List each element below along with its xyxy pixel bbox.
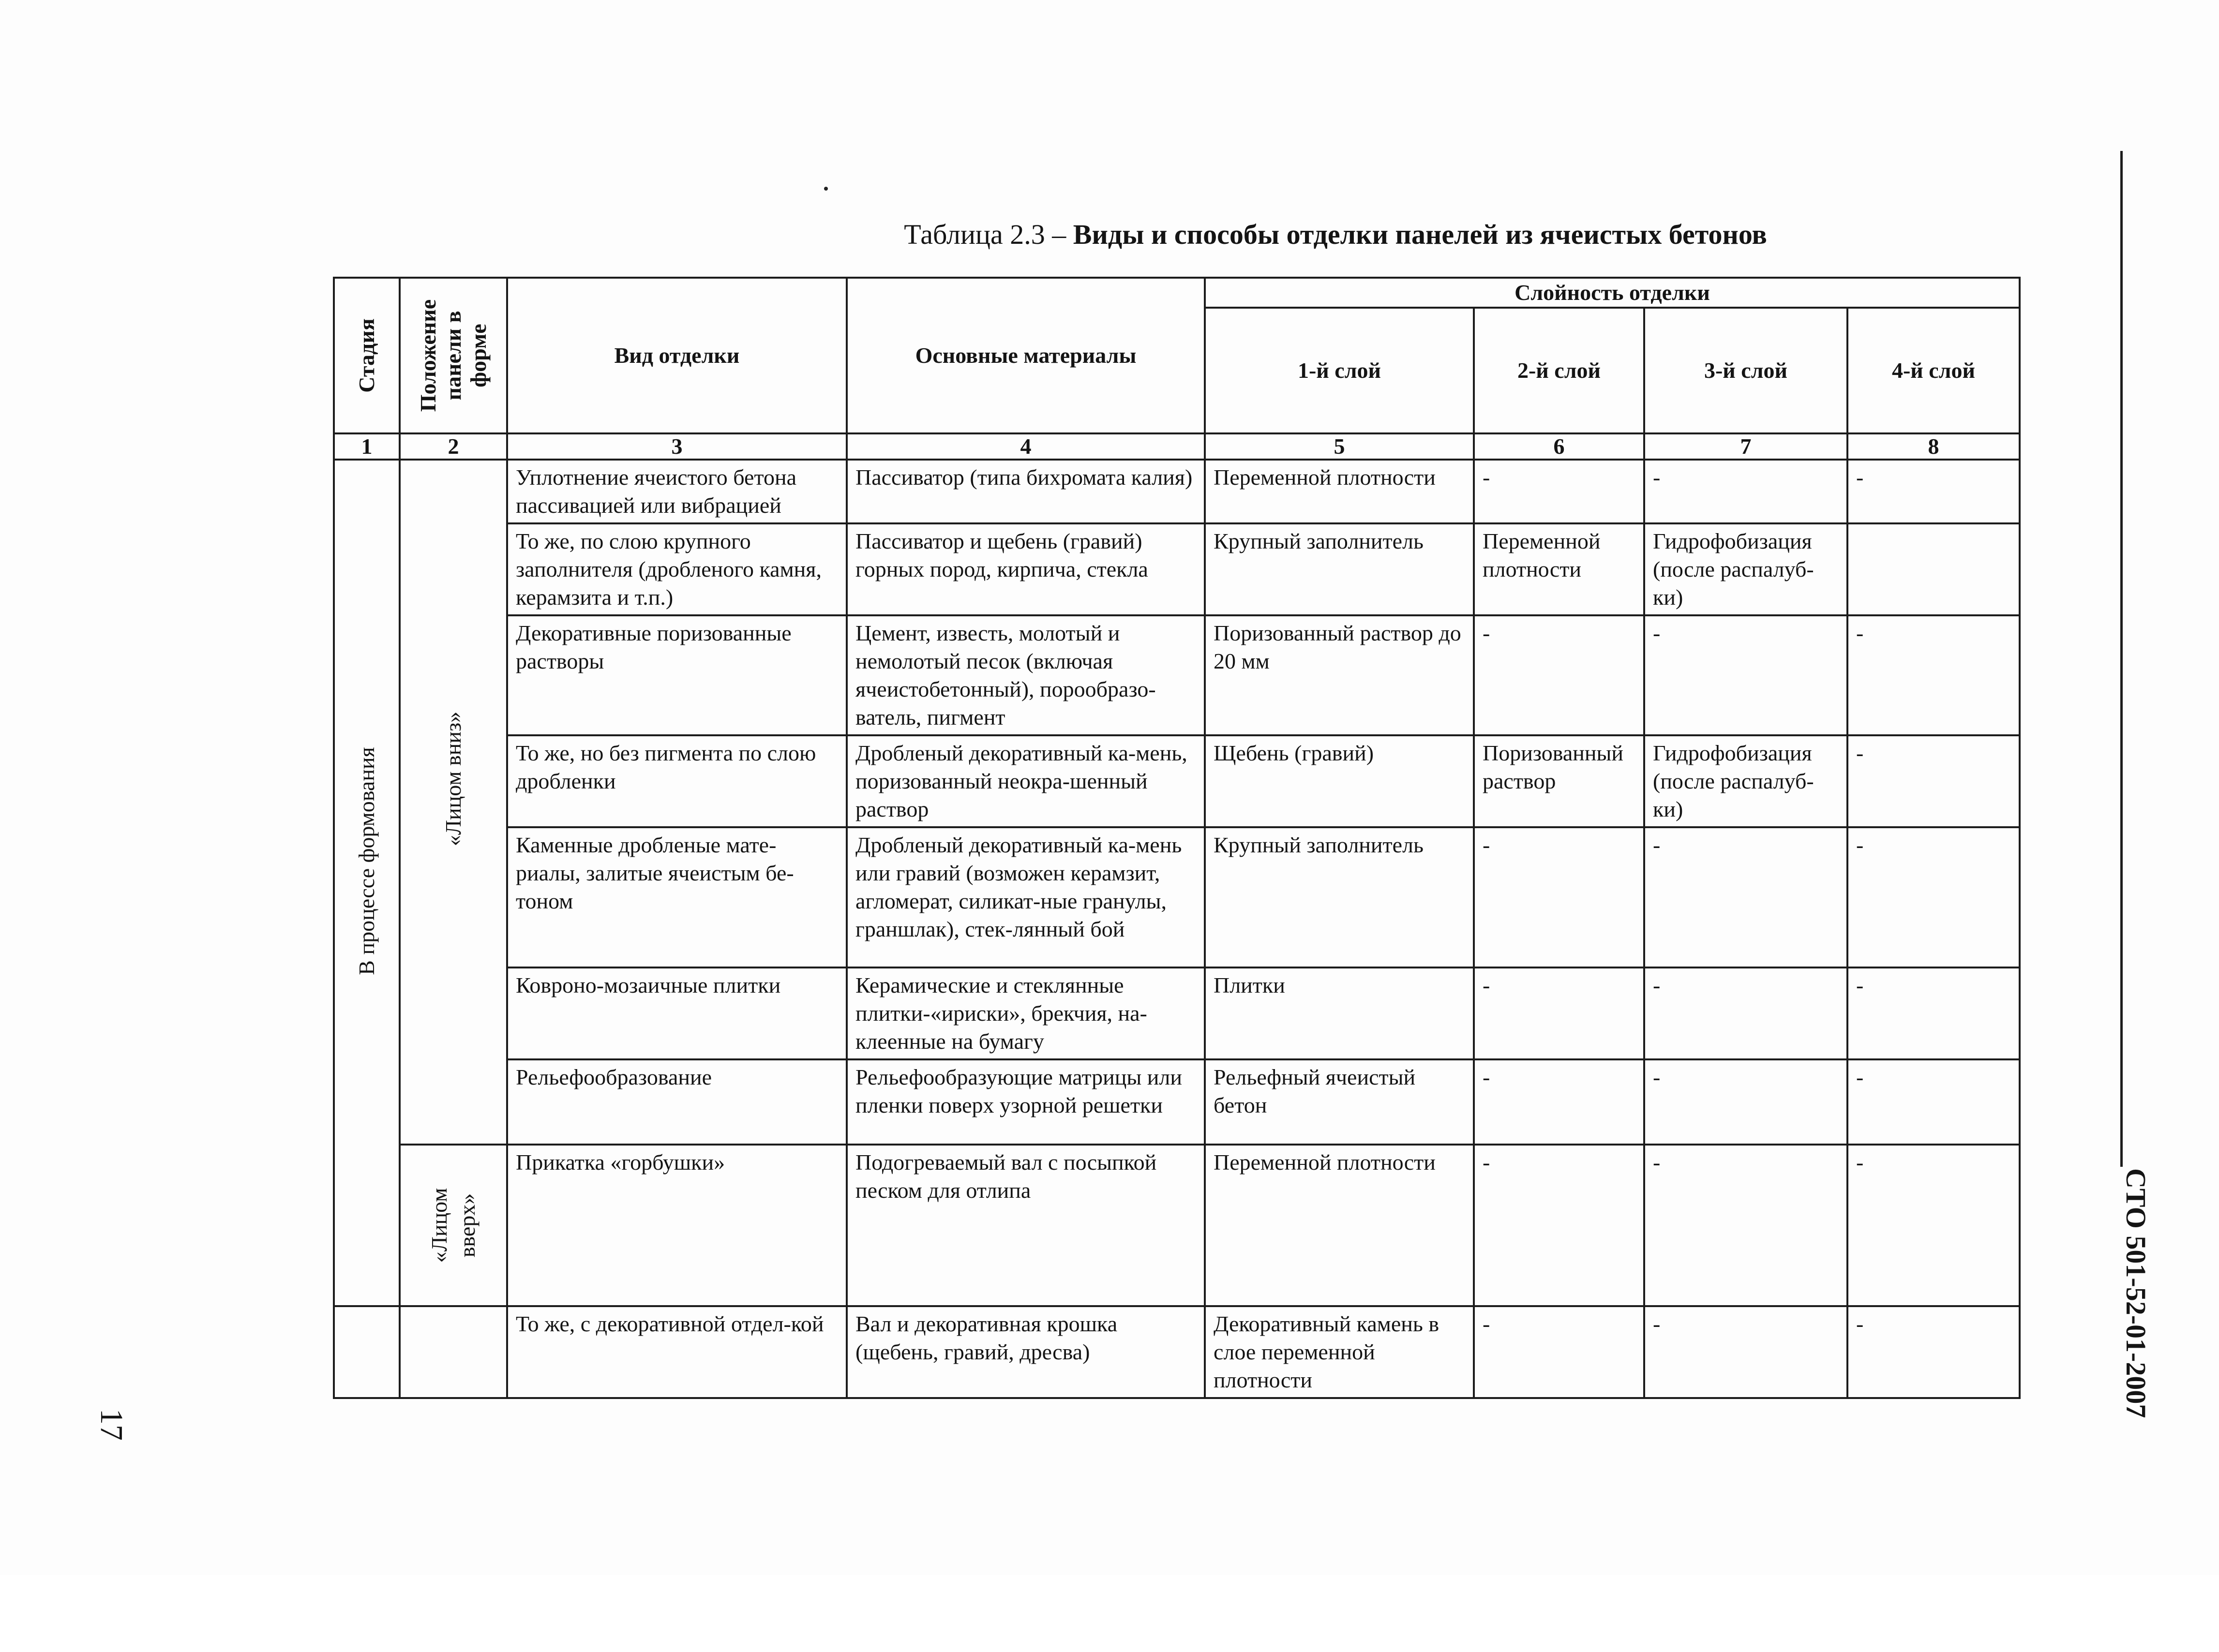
finish-cell: То же, с декоративной отдел-кой (507, 1306, 847, 1398)
layer1-cell: Поризованный раствор до 20 мм (1205, 615, 1474, 735)
header-stage (334, 278, 400, 433)
header-layer-4: 4-й слой (1847, 308, 2020, 433)
layer2-cell: Переменной плотности (1474, 523, 1644, 615)
position-up-cell (400, 1145, 507, 1306)
materials-cell: Цемент, известь, молотый и немолотый песок (включая ячеистобетонный), порообразо-ватель, пигмент (847, 615, 1205, 735)
layer3-cell: - (1644, 1145, 1847, 1306)
layer1-cell: Крупный заполнитель (1205, 523, 1474, 615)
stage-cell (334, 460, 400, 1306)
materials-cell: Пассиватор (типа бихромата калия) (847, 460, 1205, 523)
header-stage-label: Стадия (354, 318, 379, 393)
layer4-cell: - (1847, 827, 2020, 967)
column-number-row (334, 433, 2020, 460)
table-row (334, 460, 2020, 523)
layer1-cell: Крупный заполнитель (1205, 827, 1474, 967)
layer4-cell: - (1847, 615, 2020, 735)
table-row (334, 735, 2020, 827)
column-number: 5 (1205, 433, 1474, 460)
layer4-cell: - (1847, 967, 2020, 1059)
finish-cell: Декоративные поризованные растворы (507, 615, 847, 735)
finish-cell: Ковроно-мозаичные плитки (507, 967, 847, 1059)
table-row (334, 1059, 2020, 1145)
finish-cell: Прикатка «горбушки» (507, 1145, 847, 1306)
position-up-label: «Лицом вверх» (427, 1188, 480, 1263)
materials-cell: Рельефообразующие матрицы или пленки поверх узорной решетки (847, 1059, 1205, 1145)
header-layer-3: 3-й слой (1644, 308, 1847, 433)
position-down-cell (400, 460, 507, 1145)
margin-rule-line (2120, 151, 2123, 1167)
table-title-main: Виды и способы отделки панелей из ячеистых бетонов (1073, 219, 1767, 250)
scan-speck (824, 187, 828, 191)
materials-cell: Дробленый декоративный ка-мень, поризованный неокра-шенный раствор (847, 735, 1205, 827)
materials-cell: Подогреваемый вал с посыпкой песком для отлипа (847, 1145, 1205, 1306)
finishing-table-wrapper (333, 277, 2019, 1392)
layer1-cell: Декоративный камень в слое переменной плотности (1205, 1306, 1474, 1398)
finish-cell: Рельефообразование (507, 1059, 847, 1145)
empty-position-cell (400, 1306, 507, 1398)
finish-cell: То же, но без пигмента по слою дробленки (507, 735, 847, 827)
header-finish-type: Вид отделки (507, 278, 847, 433)
layer1-cell: Рельефный ячеистый бетон (1205, 1059, 1474, 1145)
column-number: 6 (1474, 433, 1644, 460)
table-row (334, 523, 2020, 615)
header-layer-2: 2-й слой (1474, 308, 1644, 433)
layer1-cell: Переменной плотности (1205, 460, 1474, 523)
layer4-cell: - (1847, 1145, 2020, 1306)
layer2-cell: - (1474, 1306, 1644, 1398)
page-number: 17 (94, 1409, 129, 1441)
layer4-cell (1847, 523, 2020, 615)
layer3-cell: - (1644, 1059, 1847, 1145)
layer2-cell: - (1474, 615, 1644, 735)
layer3-cell: Гидрофобизация (после распалуб-ки) (1644, 735, 1847, 827)
layer1-cell: Щебень (гравий) (1205, 735, 1474, 827)
layer4-cell: - (1847, 1059, 2020, 1145)
finishing-table (333, 277, 2021, 1399)
layer3-cell: - (1644, 615, 1847, 735)
stage-label: В процессе формования (354, 747, 379, 975)
position-down-label: «Лицом вниз» (441, 711, 465, 847)
table-row (334, 827, 2020, 967)
table-title (755, 218, 1916, 252)
column-number: 2 (400, 433, 507, 460)
materials-cell: Вал и декоративная крошка (щебень, гравий, дресва) (847, 1306, 1205, 1398)
header-row-1 (334, 278, 2020, 308)
column-number: 1 (334, 433, 400, 460)
layer3-cell: - (1644, 1306, 1847, 1398)
header-materials: Основные материалы (847, 278, 1205, 433)
column-number: 7 (1644, 433, 1847, 460)
layer2-cell: - (1474, 1059, 1644, 1145)
finish-cell: То же, по слою крупного заполнителя (дробленого камня, керамзита и т.п.) (507, 523, 847, 615)
column-number: 8 (1847, 433, 2020, 460)
layer3-cell: - (1644, 827, 1847, 967)
finish-cell: Уплотнение ячеистого бетона пассивацией или вибрацией (507, 460, 847, 523)
layer4-cell: - (1847, 1306, 2020, 1398)
table-row (334, 967, 2020, 1059)
materials-cell: Пассиватор и щебень (гравий) горных пород, кирпича, стекла (847, 523, 1205, 615)
materials-cell: Дробленый декоративный ка-мень или гравий (возможен керамзит, агломерат, силикат-ные гранулы, граншлак), стек-лянный бой (847, 827, 1205, 967)
layer4-cell: - (1847, 735, 2020, 827)
layer1-cell: Плитки (1205, 967, 1474, 1059)
layer2-cell: - (1474, 827, 1644, 967)
layer2-cell: - (1474, 967, 1644, 1059)
layer2-cell: Поризованный раствор (1474, 735, 1644, 827)
column-number: 3 (507, 433, 847, 460)
header-position-label: Положение панели в форме (416, 299, 491, 412)
materials-cell: Керамические и стеклянные плитки-«ириски», брекчия, на-клеенные на бумагу (847, 967, 1205, 1059)
layer3-cell: - (1644, 967, 1847, 1059)
layer2-cell: - (1474, 1145, 1644, 1306)
layer2-cell: - (1474, 460, 1644, 523)
header-layering: Слойность отделки (1205, 278, 2020, 308)
table-row (334, 1306, 2020, 1398)
layer3-cell: - (1644, 460, 1847, 523)
table-row (334, 1145, 2020, 1306)
layer3-cell: Гидрофобизация (после распалуб-ки) (1644, 523, 1847, 615)
standard-code: СТО 501-52-01-2007 (2120, 1168, 2152, 1418)
table-title-prefix: Таблица 2.3 – (904, 219, 1073, 250)
layer1-cell: Переменной плотности (1205, 1145, 1474, 1306)
table-row (334, 615, 2020, 735)
column-number: 4 (847, 433, 1205, 460)
finish-cell: Каменные дробленые мате-риалы, залитые ячеистым бе-тоном (507, 827, 847, 967)
header-layer-1: 1-й слой (1205, 308, 1474, 433)
layer4-cell: - (1847, 460, 2020, 523)
empty-stage-cell (334, 1306, 400, 1398)
header-position (400, 278, 507, 433)
